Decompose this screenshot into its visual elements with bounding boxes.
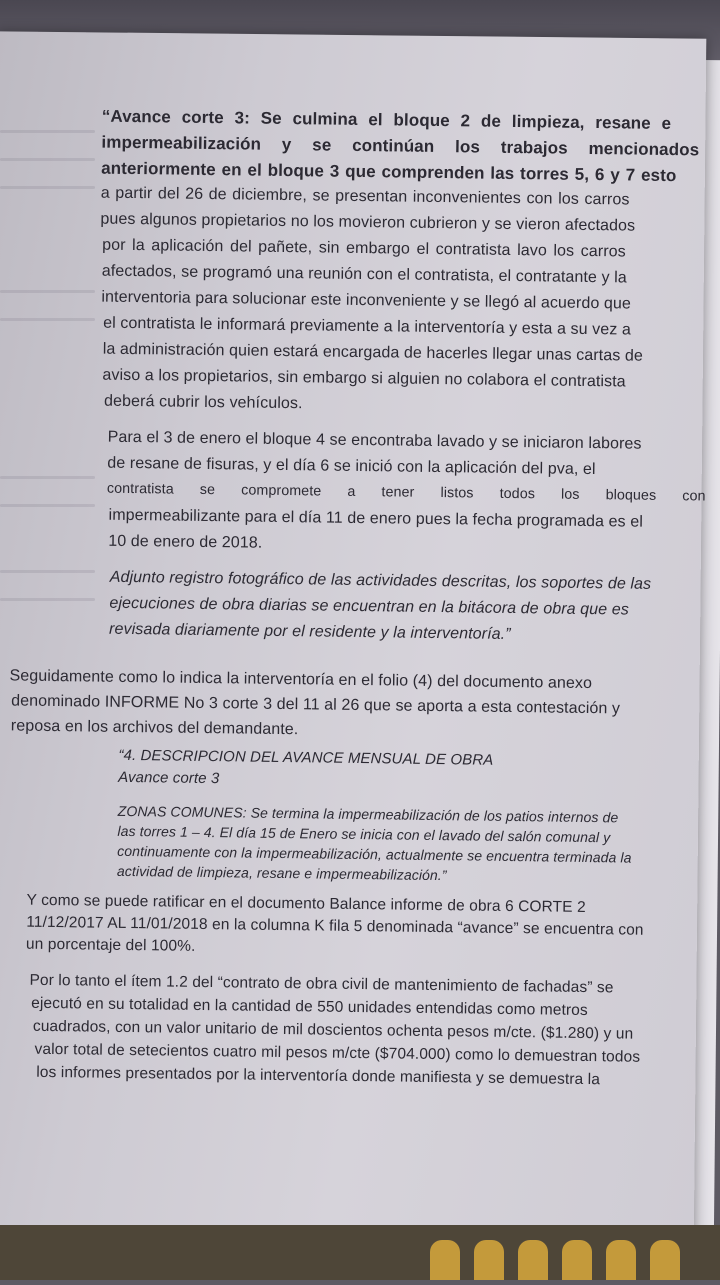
quote-1-line-3: anteriormente en el bloque 3 que comprenden las torres 5, 6 y 7 esto bbox=[101, 158, 677, 186]
paragraph-3-line-3: cuadrados, con un valor unitario de mil doscientos ochenta pesos m/cte. ($1.280) y un bbox=[32, 1017, 634, 1043]
paragraph-1-line-1: Seguidamente como lo indica la interventoría en el folio (4) del documento anexo bbox=[9, 667, 593, 693]
quote-2-line-2: de resane de fisuras, y el día 6 se inició con la aplicación del pva, el bbox=[107, 454, 596, 479]
quote-1-line-5: pues algunos propietarios no los movieron cubrieron y se vieron afectados bbox=[100, 210, 636, 235]
quote-3-line-1: Adjunto registro fotográfico de las actividades descritas, los soportes de las bbox=[109, 568, 652, 593]
quote-1-line-6: por la aplicación del pañete, sin embargo el contratista lavo los carros bbox=[102, 236, 626, 261]
paragraph-2-line-3: un porcentaje del 100%. bbox=[25, 935, 196, 955]
paragraph-3-line-4: valor total de setecientos cuatro mil pesos m/cte ($704.000) como lo demuestran todos bbox=[34, 1040, 641, 1066]
quote-3-line-3: revisada diariamente por el residente y la interventoría.” bbox=[109, 620, 511, 643]
paragraph-3-line-5: los informes presentados por la interventoría donde manifiesta y se demuestra la bbox=[36, 1063, 601, 1089]
paragraph-2-line-1: Y como se puede ratificar en el documento Balance informe de obra 6 CORTE 2 bbox=[26, 891, 586, 916]
quote-1-line-11: aviso a los propietarios, sin embargo si alguien no colabora el contratista bbox=[102, 366, 626, 391]
quote-4-line-2: las torres 1 – 4. El día 15 de Enero se inicia con el lavado del salón comunal y bbox=[117, 822, 611, 846]
paragraph-3-line-2: ejecutó en su totalidad en la cantidad de 550 unidades entendidas como metros bbox=[31, 994, 588, 1020]
quote-1-line-12: deberá cubrir los vehículos. bbox=[103, 392, 303, 413]
quote-1-line-9: el contratista le informará previamente a la interventoría y esta a su vez a bbox=[103, 314, 632, 339]
quote-2-line-1: Para el 3 de enero el bloque 4 se encontraba lavado y se iniciaron labores bbox=[107, 428, 642, 453]
quote-1-line-10: la administración quien estará encargada de hacerles llegar unas cartas de bbox=[102, 340, 644, 365]
quote-2-line-4: impermeabilizante para el día 11 de enero pues la fecha programada es el bbox=[108, 506, 644, 531]
quote-4-line-4: actividad de limpieza, resane e impermeabilización.” bbox=[116, 862, 447, 884]
quote-1-line-4: a partir del 26 de diciembre, se presentan inconvenientes con los carros bbox=[100, 184, 630, 209]
paragraph-3-line-1: Por lo tanto el ítem 1.2 del “contrato de obra civil de mantenimiento de fachadas” se bbox=[29, 971, 614, 997]
paragraph-2-line-2: 11/12/2017 AL 11/01/2018 en la columna K fila 5 denominada “avance” se encuentra con bbox=[26, 913, 644, 939]
quote-2-line-5: 10 de enero de 2018. bbox=[108, 532, 263, 552]
quote-4-line-1: ZONAS COMUNES: Se termina la impermeabilización de los patios internos de bbox=[117, 802, 619, 826]
quote-4-subheading: Avance corte 3 bbox=[118, 768, 220, 788]
quote-3-line-2: ejecuciones de obra diarias se encuentran en la bitácora de obra que es bbox=[109, 594, 629, 619]
quote-2-line-3: contratista se compromete a tener listos todos los bloques con bbox=[106, 480, 706, 505]
quote-1-line-8: interventoria para solucionar este inconveniente y se llegó al acuerdo que bbox=[101, 288, 632, 313]
quote-4-heading: “4. DESCRIPCION DEL AVANCE MENSUAL DE OBRA bbox=[118, 746, 494, 769]
quote-1-line-2: impermeabilización y se continúan los trabajos mencionados bbox=[101, 132, 700, 160]
quote-1-line-1: “Avance corte 3: Se culmina el bloque 2 de limpieza, resane e bbox=[101, 106, 672, 134]
paragraph-1-line-2: denominado INFORME No 3 corte 3 del 11 al 26 que se aporta a esta contestación y bbox=[11, 692, 621, 718]
quote-4-line-3: continuamente con la impermeabilización, actualmente se encuentra terminada la bbox=[117, 842, 632, 866]
paragraph-1-line-3: reposa en los archivos del demandante. bbox=[10, 717, 299, 739]
quote-1-line-7: afectados, se programó una reunión con el contratista, el contratante y la bbox=[101, 262, 627, 287]
